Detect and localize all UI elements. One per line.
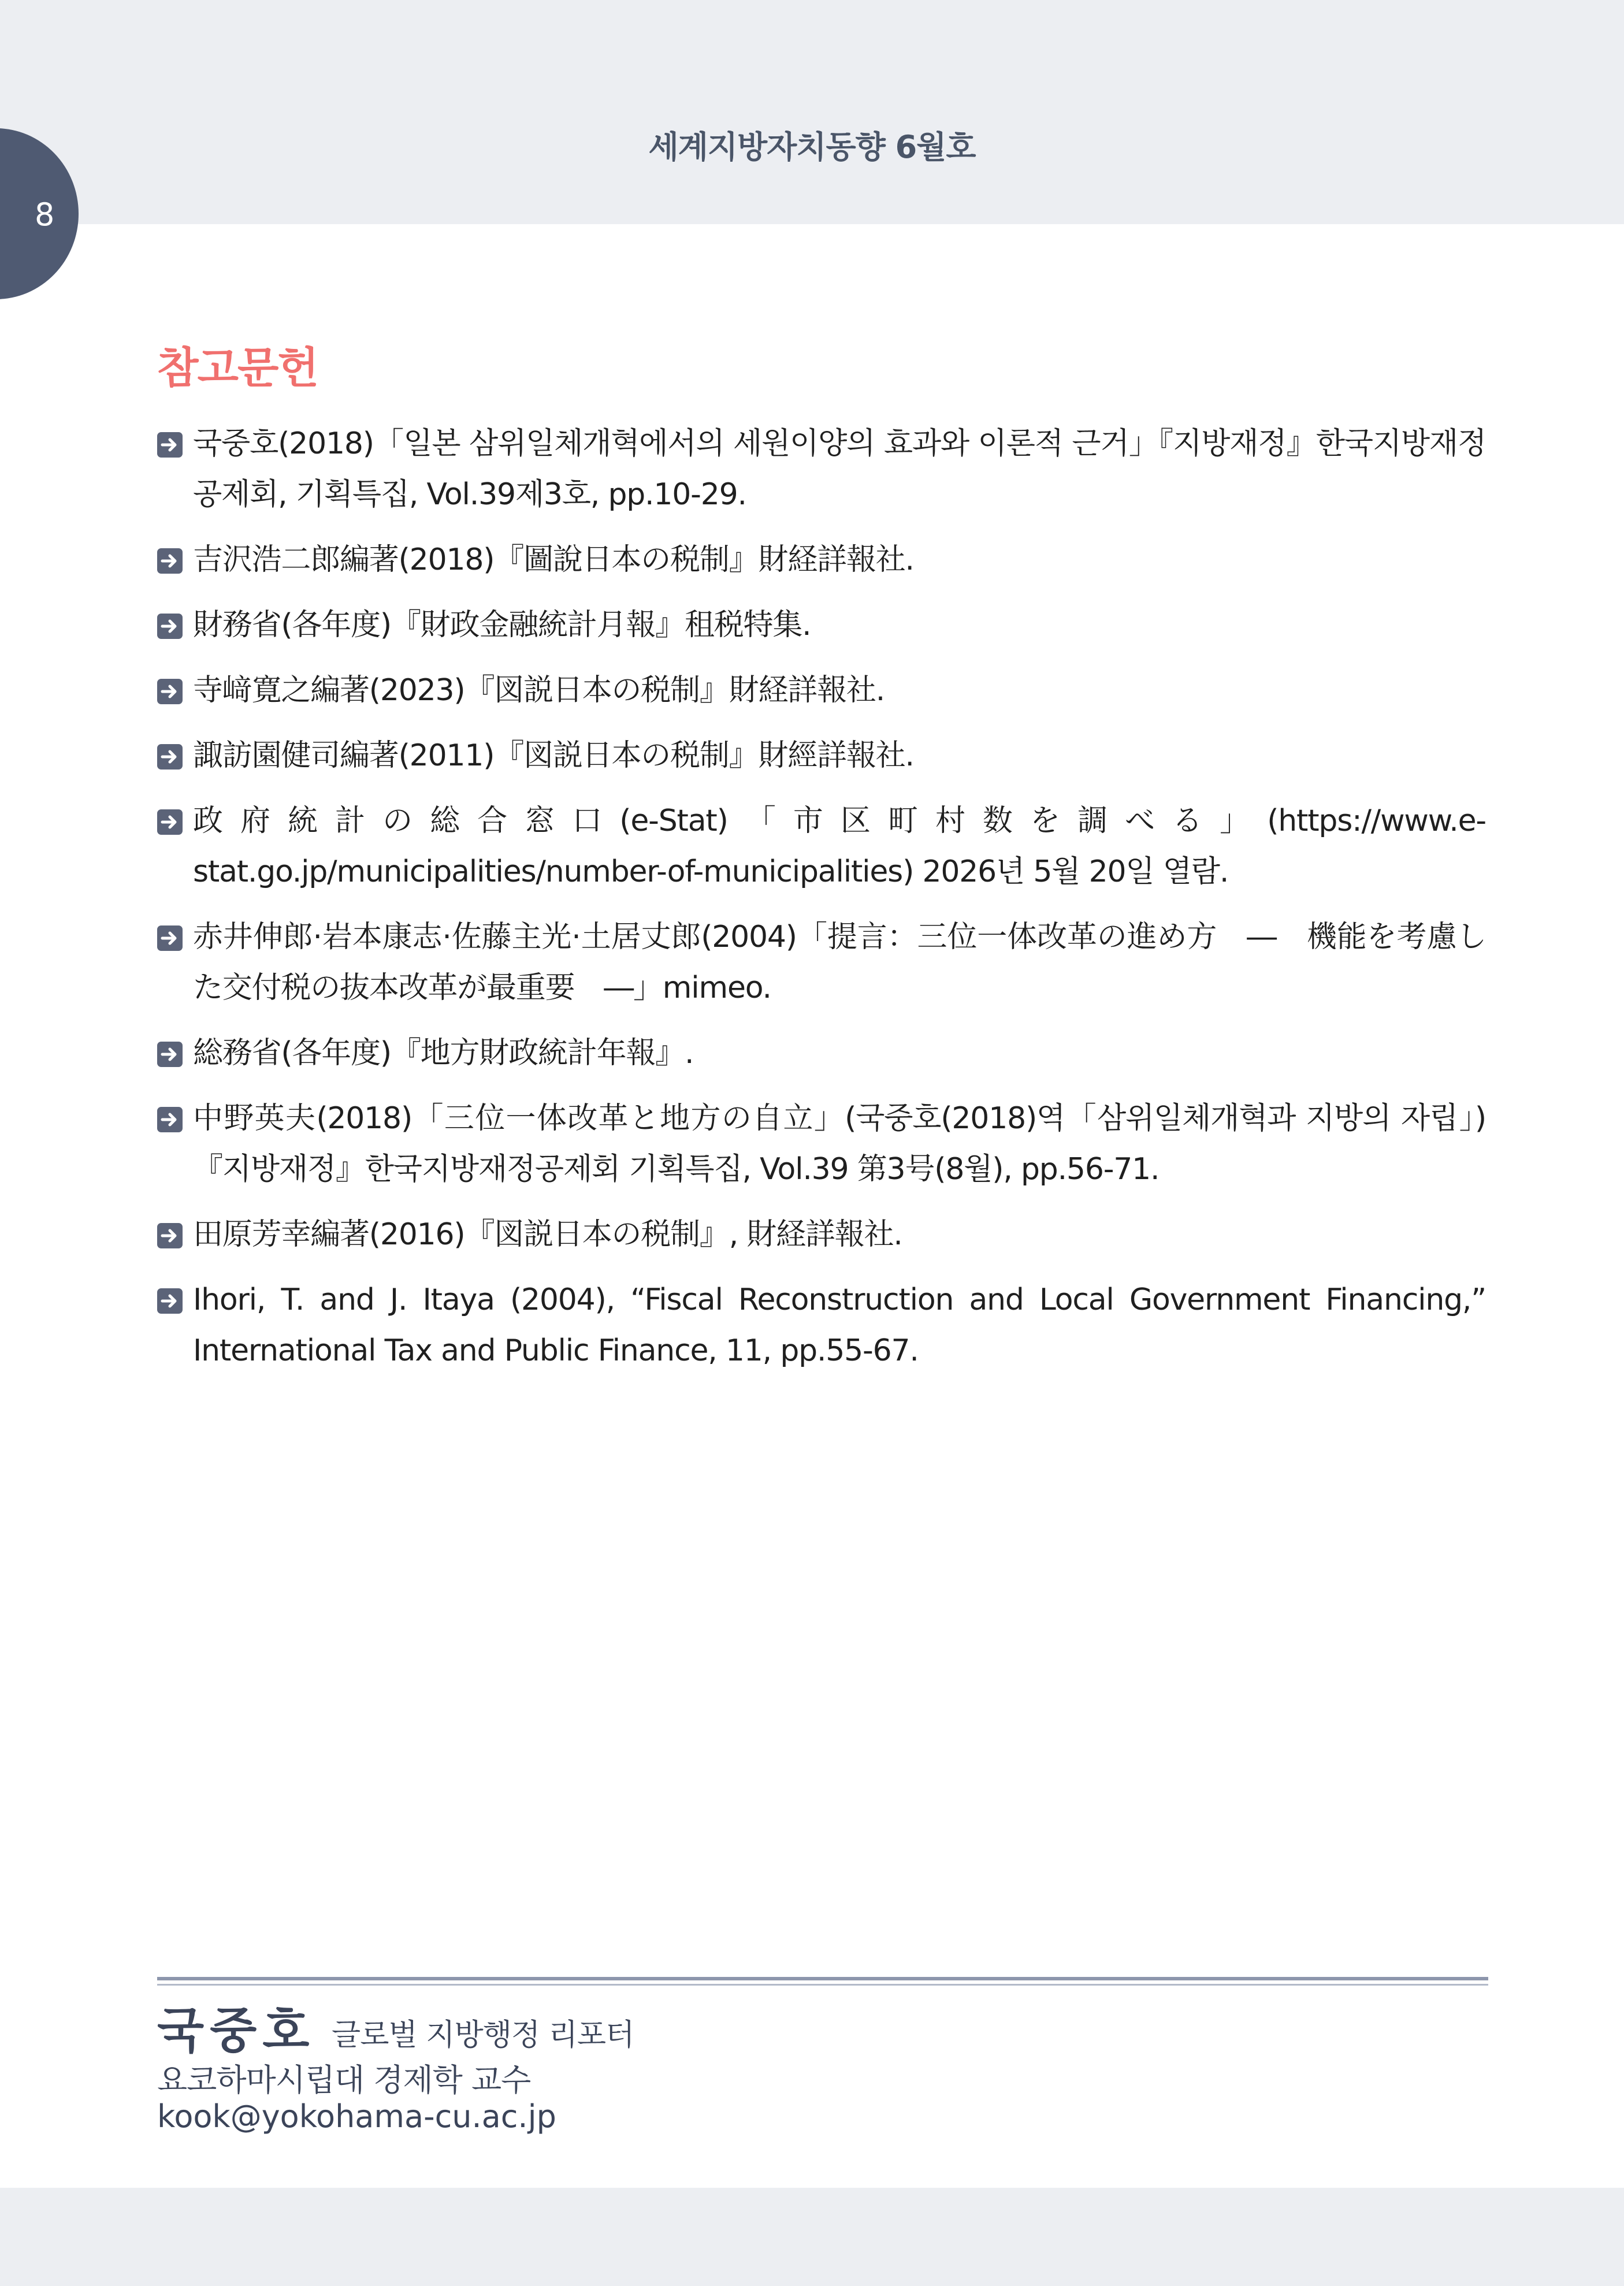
reference-item — [157, 1209, 1486, 1260]
reference-text: 諏訪園健司編著(2011)『図説日本の税制』財經詳報社. — [193, 738, 914, 773]
reference-text: 田原芳幸編著(2016)『図説日本の税制』, 財経詳報社. — [193, 1217, 902, 1252]
arrow-right-square-icon — [157, 1107, 183, 1132]
arrow-right-square-icon — [157, 614, 183, 639]
reference-item — [157, 600, 1486, 651]
author-role: 글로벌 지방행정 리포터 — [332, 2018, 634, 2053]
arrow-right-square-icon — [157, 925, 183, 951]
reference-item — [157, 1093, 1486, 1195]
reference-item — [157, 534, 1486, 585]
reference-item — [157, 1274, 1486, 1376]
arrow-right-square-icon — [157, 432, 183, 458]
publication-title: 세계지방자치동향 6월호 — [648, 129, 976, 165]
arrow-right-square-icon — [157, 679, 183, 704]
reference-text: 吉沢浩二郎編著(2018)『圖說日本の税制』財経詳報社. — [193, 542, 914, 577]
reference-item — [157, 418, 1486, 520]
author-email[interactable]: kook@yokohama-cu.ac.jp — [157, 2098, 556, 2135]
reference-item — [157, 796, 1486, 897]
reference-item — [157, 665, 1486, 716]
reference-text: 寺﨑寛之編著(2023)『図説日本の税制』財経詳報社. — [193, 673, 885, 708]
reference-item — [157, 730, 1486, 781]
arrow-right-square-icon — [157, 744, 183, 770]
arrow-right-square-icon — [157, 809, 183, 835]
reference-text: Ihori, T. and J. Itaya (2004), “Fiscal Reconstruction and Local Government Financing,” International Tax and Public Finance, 11, pp.55-67. — [193, 1283, 1486, 1368]
arrow-right-square-icon — [157, 1223, 183, 1248]
reference-list — [157, 418, 1486, 1391]
reference-item — [157, 912, 1486, 1013]
reference-text: 中野英夫(2018)「三位一体改革と地方の自立」(국중호(2018)역「삼위일체개혁과 지방의 자립」)『지방재정』한국지방재정공제회 기획특집, Vol.39 第3号(8월), pp.56-71. — [193, 1101, 1486, 1187]
page-number: 8 — [35, 196, 55, 233]
references-heading: 참고문헌 — [157, 343, 318, 393]
reference-item — [157, 1028, 1486, 1079]
footer-band — [0, 2188, 1624, 2286]
reference-text: 総務省(各年度)『地方財政統計年報』. — [193, 1036, 694, 1070]
reference-text: 政府統計の総合窓口(e-Stat)「市区町村数を調べる」(https://www.e-stat.go.jp/municipalities/number-of-municipalities) 2026년 5월 20일 열람. — [193, 804, 1486, 889]
author-name: 국중호 — [157, 2002, 315, 2059]
arrow-right-square-icon — [157, 548, 183, 574]
reference-text: 財務省(各年度)『財政金融統計月報』租税特集. — [193, 608, 811, 642]
reference-text: 赤井伸郎·岩本康志·佐藤主光·土居丈郎(2004)「提言：三位一体改革の進め方 ― 機能を考慮した交付税の抜本改革が最重要 ―」mimeo. — [193, 920, 1486, 1005]
arrow-right-square-icon — [157, 1288, 183, 1314]
arrow-right-square-icon — [157, 1042, 183, 1067]
header-band — [0, 0, 1624, 224]
footer-divider-thin — [157, 1984, 1488, 1986]
author-affiliation: 요코하마시립대 경제학 교수 — [157, 2062, 531, 2098]
footer-divider — [157, 1977, 1488, 1980]
reference-text: 국중호(2018)「일본 삼위일체개혁에서의 세원이양의 효과와 이론적 근거」『지방재정』한국지방재정공제회, 기획특집, Vol.39제3호, pp.10-29. — [193, 426, 1486, 512]
